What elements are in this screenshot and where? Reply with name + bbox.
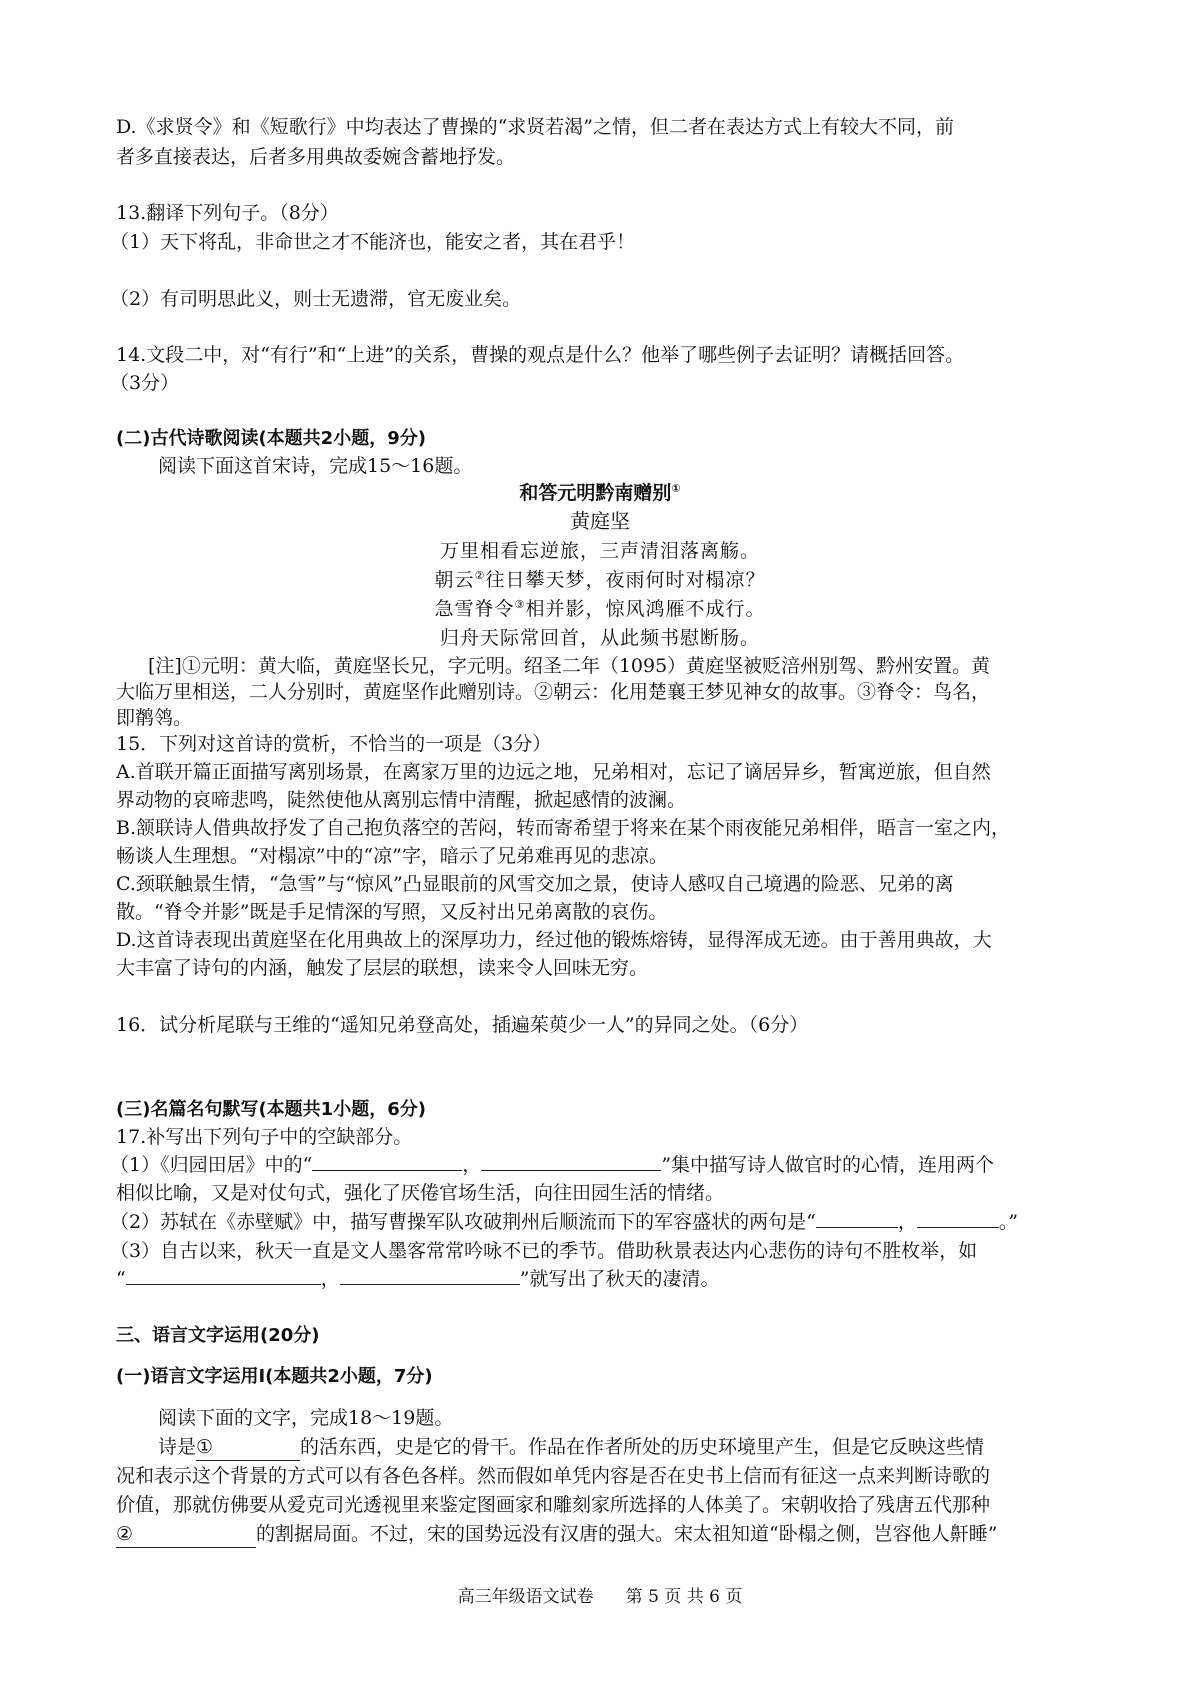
section-language-use-heading: (一)语言文字运用Ⅰ(本题共2小题，7分) [116, 1366, 433, 1387]
q15-option-c-line1: C.颈联触景生情，“急雪”与“惊风”凸显眼前的风雪交加之景，使诗人感叹自己境遇的险恶、兄弟的离 [116, 873, 954, 895]
passage-blank-2[interactable]: ② [116, 1521, 256, 1548]
section-poetry-heading: (二)古代诗歌阅读(本题共2小题，9分) [116, 428, 426, 449]
page-number: 第 5 页 共 6 页 [625, 1587, 743, 1607]
q17-item-3-line2: “ ， ”就写出了秋天的凄清。 [116, 1268, 720, 1290]
answer-blank[interactable] [312, 1152, 462, 1171]
section-poetry-intro: 阅读下面这首宋诗，完成15～16题。 [158, 455, 473, 477]
poem-notes-line2: 大临万里相送，二人分别时，黄庭坚作此赠别诗。②朝云：化用楚襄王梦见神女的故事。③脊令：鸟名， [116, 681, 991, 703]
q13-sentence-1: （1）天下将乱，非命世之才不能济也，能安之者，其在君乎！ [110, 231, 636, 253]
poem-line-1: 万里相看忘逆旅，三声清泪落离觞。 [439, 540, 760, 562]
q15-option-b-line2: 畅谈人生理想。“对榻凉”中的“凉”字，暗示了兄弟难再见的悲凉。 [116, 845, 668, 867]
page-footer [0, 1582, 1200, 1607]
answer-blank[interactable] [481, 1152, 661, 1171]
poem-line-4: 归舟天际常回首，从此频书慰断肠。 [439, 627, 760, 649]
poem-line-2: 朝云②往日攀天梦，夜雨何时对榻凉？ [434, 569, 766, 591]
q15-stem: 15．下列对这首诗的赏析，不恰当的一项是（3分） [116, 733, 552, 755]
passage-line-2: 况和表示这个背景的方式可以有各色各样。然而假如单凭内容是否在史书上信而有征这一点来判断诗歌的 [116, 1465, 991, 1487]
q15-option-d-line1: D.这首诗表现出黄庭坚在化用典故上的深厚功力，经过他的锻炼熔铸，显得浑成无迹。由于善用典故，大 [116, 929, 992, 951]
q15-option-a-line2: 界动物的哀啼悲鸣，陡然使他从离别忘情中清醒，掀起感情的波澜。 [116, 789, 687, 811]
q15-option-c-line2: 散。“脊令并影”既是手足情深的写照，又反衬出兄弟离散的哀伤。 [116, 901, 668, 923]
note-mark-3: ③ [514, 598, 526, 611]
q16-stem: 16．试分析尾联与王维的“遥知兄弟登高处，插遍茱萸少一人”的异同之处。（6分） [116, 1014, 809, 1036]
poem-notes-line3: 即鹡鸰。 [116, 707, 193, 729]
section-language-use-intro: 阅读下面的文字，完成18～19题。 [158, 1407, 454, 1429]
q13-stem: 13.翻译下列句子。（8分） [116, 202, 339, 224]
passage-line-1: 诗是① 的活东西，史是它的骨干。作品在作者所处的历史环境里产生，但是它反映这些情 [158, 1434, 984, 1461]
q12-option-d-line2: 者多直接表达，后者多用典故委婉含蓄地抒发。 [116, 146, 516, 168]
section-recitation-heading: (三)名篇名句默写(本题共1小题，6分) [116, 1099, 426, 1120]
poem-line-3: 急雪脊令③相并影，惊风鸿雁不成行。 [434, 598, 766, 620]
passage-blank-1[interactable]: ① [196, 1434, 300, 1461]
poem-notes-line1: [注]①元明：黄大临，黄庭坚长兄，字元明。绍圣二年（1095）黄庭坚被贬涪州别驾、黔州安置。黄 [148, 655, 991, 677]
q17-item-1-line1: （1）《归园田居》中的“ ， ”集中描写诗人做官时的心情，连用两个 [110, 1154, 995, 1176]
answer-blank[interactable] [340, 1266, 520, 1285]
q15-option-b-line1: B.颔联诗人借典故抒发了自己抱负落空的苦闷，转而寄希望于将来在某个雨夜能兄弟相伴，晤言一室之内， [116, 817, 1011, 839]
passage-line-4: ② 的割据局面。不过，宋的国势远没有汉唐的强大。宋太祖知道“卧榻之侧，岂容他人鼾睡” [116, 1521, 997, 1548]
poem-title: 和答元明黔南赠别① [519, 482, 681, 504]
answer-blank[interactable] [816, 1209, 898, 1228]
part-3-heading: 三、语言文字运用(20分) [116, 1325, 320, 1346]
q13-sentence-2: （2）有司明思此义，则士无遗滞，官无废业矣。 [110, 288, 522, 310]
answer-blank[interactable] [917, 1209, 999, 1228]
note-mark-1: ① [671, 482, 681, 495]
q15-option-a-line1: A.首联开篇正面描写离别场景，在离家万里的边远之地，兄弟相对，忘记了谪居异乡，暂寓逆旅，但自然 [116, 761, 991, 783]
q14-stem-line1: 14.文段二中，对“有行”和“上进”的关系，曹操的观点是什么？他举了哪些例子去证明？请概括回答。 [116, 344, 965, 366]
exam-title: 高三年级语文试卷 [457, 1587, 594, 1607]
q17-item-3-line1: （3）自古以来，秋天一直是文人墨客常常吟咏不已的季节。借助秋景表达内心悲伤的诗句不胜枚举，如 [110, 1240, 978, 1262]
q15-option-d-line2: 大丰富了诗句的内涵，触发了层层的联想，读来令人回味无穷。 [116, 957, 649, 979]
passage-line-3: 价值，那就仿佛要从爱克司光透视里来鉴定图画家和雕刻家所选择的人体美了。宋朝收拾了残唐五代那种 [116, 1494, 991, 1516]
answer-blank[interactable] [126, 1266, 321, 1285]
q12-option-d-line1: D.《求贤令》和《短歌行》中均表达了曹操的“求贤若渴”之情，但二者在表达方式上有较大不同，前 [116, 116, 955, 138]
q17-item-1-line2: 相似比喻，又是对仗句式，强化了厌倦官场生活，向往田园生活的情绪。 [116, 1182, 725, 1204]
note-mark-2: ② [474, 569, 486, 582]
poem-author: 黄庭坚 [570, 509, 630, 533]
q17-stem: 17.补写出下列句子中的空缺部分。 [116, 1126, 413, 1148]
q14-stem-line2: （3分） [110, 372, 180, 394]
q17-item-2: （2）苏轼在《赤壁赋》中，描写曹操军队攻破荆州后顺流而下的军容盛状的两句是“ ， 。” [110, 1211, 1019, 1233]
